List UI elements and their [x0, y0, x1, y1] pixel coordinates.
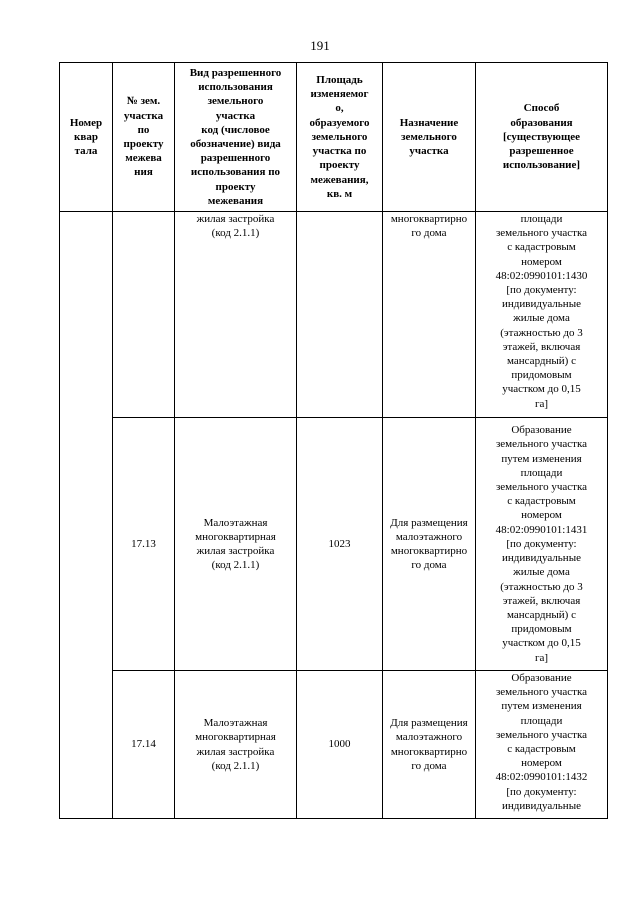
- page-number: 191: [310, 38, 330, 53]
- header-uchastok-nomer: № зем. участка по проекту межева ния: [113, 63, 175, 212]
- cell-vid: жилая застройка (код 2.1.1): [175, 212, 297, 418]
- cell-nomer: 17.14: [113, 671, 175, 819]
- cell-vid: Малоэтажная многоквартирная жилая застройка (код 2.1.1): [175, 671, 297, 819]
- table-row: [60, 671, 608, 819]
- table-header-row: [60, 63, 608, 212]
- header-naznachenie: Назначение земельного участка: [383, 63, 476, 212]
- cell-nomer: [113, 212, 175, 418]
- cell-naznachenie: Для размещения малоэтажного многоквартирно го дома: [383, 671, 476, 819]
- cell-kvartal: [60, 212, 113, 819]
- header-sposob-obrazovaniya: Способ образования [существующее разрешенное использование]: [476, 63, 608, 212]
- cell-naznachenie: Для размещения малоэтажного многоквартирно го дома: [383, 418, 476, 671]
- cell-nomer: 17.13: [113, 418, 175, 671]
- cell-vid: Малоэтажная многоквартирная жилая застройка (код 2.1.1): [175, 418, 297, 671]
- table-row: [60, 418, 608, 671]
- cell-ploshad: [297, 212, 383, 418]
- cell-sposob: Образование земельного участка путем изменения площади земельного участка с кадастровым номером 48:02:0990101:1432 [по документу: индивидуальные: [476, 671, 608, 819]
- cell-sposob: Образование земельного участка путем изменения площади земельного участка с кадастровым номером 48:02:0990101:1431 [по документу: индивидуальные жилые дома (этажностью до 3 этажей, включая мансардный) с придомовым участком до 0,15 га]: [476, 418, 608, 671]
- header-kvartal: Номер квар тала: [60, 63, 113, 212]
- table-row: [60, 212, 608, 418]
- cell-ploshad: 1000: [297, 671, 383, 819]
- cell-sposob: площади земельного участка с кадастровым номером 48:02:0990101:1430 [по документу: индивидуальные жилые дома (этажностью до 3 этажей, включая мансардный) с придомовым участком до 0,15 га]: [476, 212, 608, 418]
- cell-ploshad: 1023: [297, 418, 383, 671]
- header-vid-ispolzovaniya: Вид разрешенного использования земельного участка код (числовое обозначение) вида разрешенного использования по проекту межевания: [175, 63, 297, 212]
- header-ploshad: Площадь изменяемог о, образуемого земельного участка по проекту межевания, кв. м: [297, 63, 383, 212]
- cell-naznachenie: многоквартирно го дома: [383, 212, 476, 418]
- land-plots-table: [59, 62, 608, 819]
